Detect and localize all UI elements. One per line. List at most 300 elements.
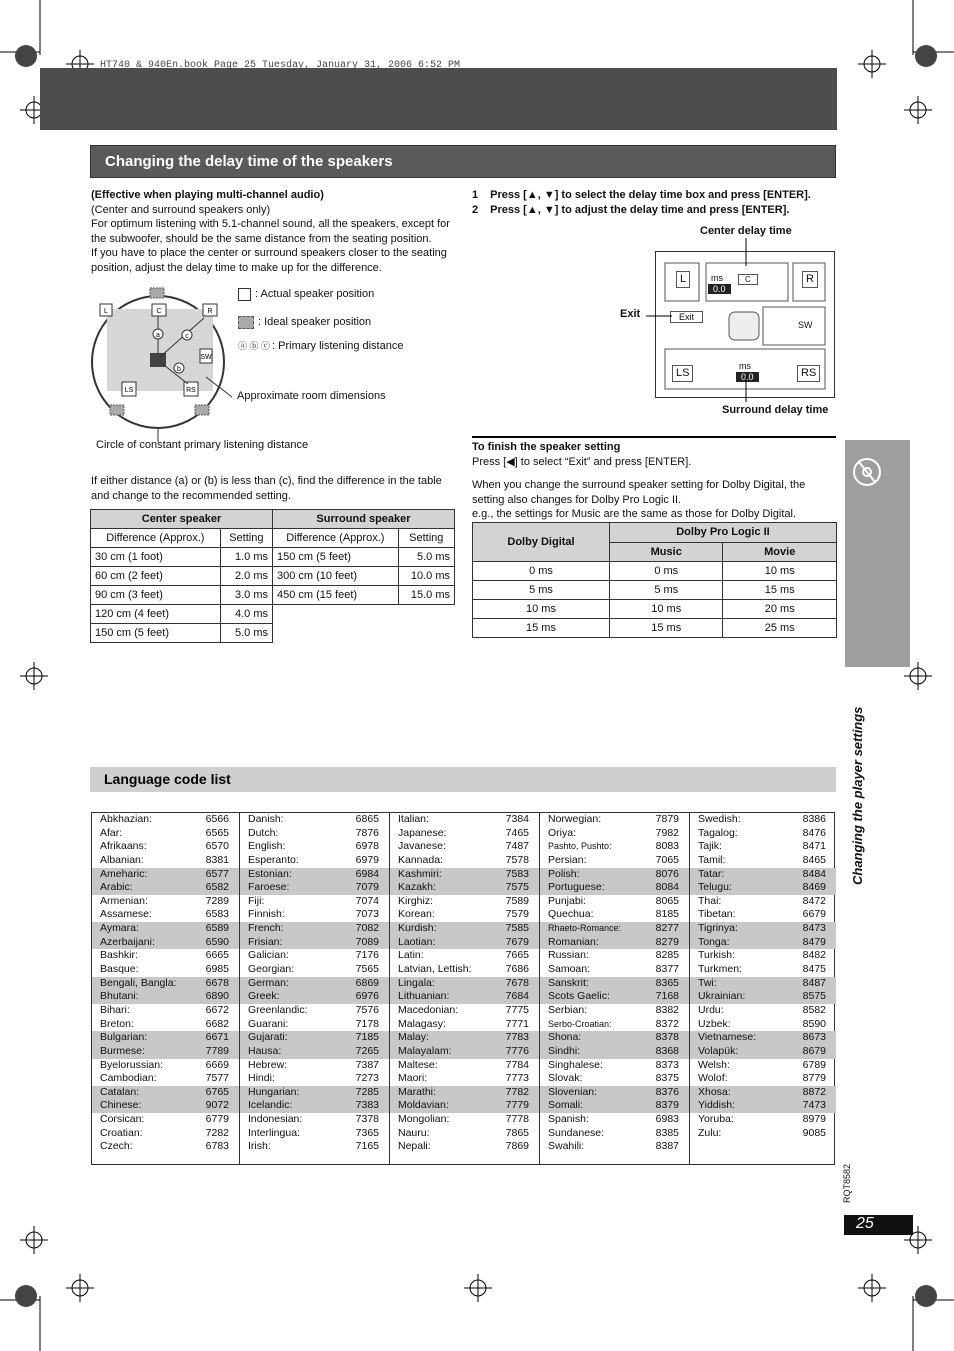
language-name: Sundanese: [548, 1126, 605, 1139]
cell: 10 ms [723, 562, 837, 581]
language-row [390, 949, 539, 963]
callout-lines [640, 236, 760, 406]
language-row [690, 1086, 836, 1100]
language-name: Hausa: [248, 1044, 282, 1057]
language-code: 8382 [655, 1003, 679, 1016]
surround-col-setting: Setting [398, 529, 454, 548]
legend-primary [238, 339, 403, 354]
cell: 5 ms [610, 581, 723, 600]
language-row [240, 895, 389, 909]
cell: 10 ms [610, 600, 723, 619]
language-name: Norwegian: [548, 813, 602, 825]
language-code: 6865 [355, 813, 379, 825]
language-row [540, 908, 689, 922]
language-row [540, 1099, 689, 1113]
language-name: Tajik: [698, 840, 722, 853]
language-code: 7079 [355, 881, 379, 894]
actual-speaker-icon [238, 288, 251, 301]
language-name: Marathi: [398, 1085, 436, 1098]
language-name: Bulgarian: [100, 1031, 148, 1044]
print-header: HT740 & 940En.book Page 25 Tuesday, January 31, 2006 6:52 PM [100, 60, 461, 71]
language-name: Malagasy: [398, 1017, 446, 1030]
language-name: Latvian, Lettish: [398, 963, 472, 976]
language-row [92, 908, 239, 922]
language-name: Urdu: [698, 1003, 724, 1016]
language-code: 7178 [355, 1017, 379, 1030]
language-code: 6678 [205, 976, 229, 989]
language-name: Esperanto: [248, 853, 299, 866]
language-name: Sanskrit: [548, 976, 589, 989]
language-name: Volapük: [698, 1044, 739, 1057]
language-name: Yiddish: [698, 1099, 735, 1112]
language-row [390, 1113, 539, 1127]
language-row [92, 895, 239, 909]
language-name: Greek: [248, 990, 280, 1003]
language-name: Aymara: [100, 922, 139, 935]
language-row [690, 977, 836, 991]
language-code: 7565 [355, 963, 379, 976]
language-name: Zulu: [698, 1126, 722, 1139]
language-code: 7585 [505, 922, 529, 935]
language-code: 8582 [802, 1003, 826, 1016]
language-row [390, 1140, 539, 1154]
language-code: 8387 [655, 1140, 679, 1153]
language-code: 6669 [205, 1058, 229, 1071]
language-name: Burmese: [100, 1044, 145, 1057]
language-code: 8472 [802, 894, 826, 907]
language-row [92, 936, 239, 950]
language-code: 8381 [205, 853, 229, 866]
language-row [690, 922, 836, 936]
language-row [690, 895, 836, 909]
cell: 5.0 ms [398, 548, 454, 567]
language-name: Guarani: [248, 1017, 289, 1030]
divider [472, 436, 836, 438]
language-code: 7779 [505, 1099, 529, 1112]
language-row [92, 1086, 239, 1100]
language-code: 6978 [355, 840, 379, 853]
language-code: 7869 [505, 1140, 529, 1153]
language-name: Nauru: [398, 1126, 430, 1139]
language-code: 6679 [802, 908, 826, 921]
language-row [540, 895, 689, 909]
language-code: 7775 [505, 1003, 529, 1016]
language-code: 6671 [205, 1031, 229, 1044]
step-text: Press [▲, ▼] to adjust the delay time and press [ENTER]. [490, 203, 790, 216]
language-name: Afrikaans: [100, 840, 147, 853]
surround-col-diff: Difference (Approx.) [273, 529, 399, 548]
language-code: 8476 [802, 826, 826, 839]
language-name: Mongolian: [398, 1113, 450, 1126]
center-col-setting: Setting [220, 529, 272, 548]
language-code: 7589 [505, 894, 529, 907]
intro-paragraph-1: For optimum listening with 5.1-channel sound, all the speakers, except for the subwoofer, should be the same distance from the seating position. [91, 218, 450, 245]
intro-paragraph-2: If you have to place the center or surround speakers closer to the seating position, adjust the delay time to make up for the difference. [91, 247, 447, 274]
language-name: German: [248, 976, 289, 989]
language-row [92, 949, 239, 963]
center-table-head: Center speaker [91, 510, 273, 529]
language-row [540, 854, 689, 868]
surround-delay-value[interactable]: 0.0 [736, 372, 759, 382]
cell: 120 cm (4 feet) [91, 605, 221, 624]
language-row [240, 1086, 389, 1100]
center-speaker-table [90, 509, 273, 643]
language-code: 7773 [505, 1072, 529, 1085]
language-name: Breton: [100, 1017, 134, 1030]
language-row [240, 977, 389, 991]
language-code: 6789 [802, 1058, 826, 1071]
language-code: 7678 [505, 976, 529, 989]
language-code: 8479 [802, 935, 826, 948]
language-code: 7387 [355, 1058, 379, 1071]
language-row [390, 827, 539, 841]
disc-icon [845, 448, 910, 498]
registration-mark-icon [858, 1274, 886, 1302]
language-name: Spanish: [548, 1113, 589, 1126]
movie-head: Movie [723, 542, 837, 562]
language-code: 6582 [205, 881, 229, 894]
table-row [473, 600, 837, 619]
language-name: Bhutani: [100, 990, 139, 1003]
cell: 10 ms [473, 600, 610, 619]
distance-label-a: a [156, 332, 160, 339]
cell: 1.0 ms [220, 548, 272, 567]
language-code: 7865 [505, 1126, 529, 1139]
language-row [690, 840, 836, 854]
language-name: Icelandic: [248, 1099, 293, 1112]
table-row [273, 548, 455, 567]
ui-speaker-l[interactable]: L [676, 271, 690, 288]
language-row [92, 1059, 239, 1073]
language-name: Moldavian: [398, 1099, 449, 1112]
cell: 60 cm (2 feet) [91, 567, 221, 586]
speaker-label-ls: LS [124, 387, 134, 394]
language-name: Japanese: [398, 826, 447, 839]
side-tab-label [846, 680, 872, 890]
language-code: 8083 [655, 840, 679, 853]
language-code: 7285 [355, 1085, 379, 1098]
prologic-head: Dolby Pro Logic II [610, 523, 837, 543]
language-code: 6983 [655, 1113, 679, 1126]
table-row [473, 581, 837, 600]
language-name: Czech: [100, 1140, 133, 1153]
center-delay-value[interactable]: 0.0 [708, 284, 731, 294]
language-name: Chinese: [100, 1099, 142, 1112]
language-name: Estonian: [248, 867, 292, 880]
language-code: 7778 [505, 1113, 529, 1126]
language-row [92, 1045, 239, 1059]
language-code: 7665 [505, 949, 529, 962]
language-name: Slovenian: [548, 1085, 598, 1098]
language-name: Tamil: [698, 853, 726, 866]
language-name: Xhosa: [698, 1085, 731, 1098]
cell: 90 cm (3 feet) [91, 586, 221, 605]
language-code: 6682 [205, 1017, 229, 1030]
music-head: Music [610, 542, 723, 562]
room-diagram [88, 282, 238, 442]
language-row [690, 1099, 836, 1113]
ui-ms-label-surround: ms [739, 361, 751, 371]
language-name: Tagalog: [698, 826, 738, 839]
language-code: 8279 [655, 935, 679, 948]
language-name: Shona: [548, 1031, 582, 1044]
step-2 [472, 203, 838, 218]
language-name: Kurdish: [398, 922, 437, 935]
section-title: Changing the delay time of the speakers [105, 153, 393, 170]
language-code: 7686 [505, 963, 529, 976]
doc-code-text: RQT8582 [842, 1163, 852, 1203]
circle-label: Circle of constant primary listening distance [96, 439, 309, 451]
language-code: 8979 [802, 1113, 826, 1126]
language-code: 7783 [505, 1031, 529, 1044]
language-code: 8285 [655, 949, 679, 962]
language-code: 8377 [655, 963, 679, 976]
language-code: 8385 [655, 1126, 679, 1139]
cell: 10.0 ms [398, 567, 454, 586]
language-name: Turkmen: [698, 963, 742, 976]
language-row [690, 949, 836, 963]
language-name: Abkhazian: [100, 813, 152, 825]
language-name: Greenlandic: [248, 1003, 308, 1016]
language-row [390, 813, 539, 827]
speaker-label-sw: SW [200, 354, 212, 361]
language-row [690, 1031, 836, 1045]
language-name: Indonesian: [248, 1113, 303, 1126]
language-code: 6976 [355, 990, 379, 1003]
language-code: 8373 [655, 1058, 679, 1071]
registration-mark-icon [20, 662, 48, 690]
language-column [690, 813, 836, 1164]
exit-button[interactable]: Exit [670, 311, 703, 323]
language-row [390, 977, 539, 991]
language-row [390, 963, 539, 977]
language-name: Maori: [398, 1072, 428, 1085]
language-code: 7465 [505, 826, 529, 839]
language-row [690, 1072, 836, 1086]
language-code: 8365 [655, 976, 679, 989]
language-row [540, 1072, 689, 1086]
language-code: 6665 [205, 949, 229, 962]
language-row [390, 868, 539, 882]
language-code: 7384 [505, 813, 529, 825]
language-row [540, 868, 689, 882]
language-row [540, 1045, 689, 1059]
language-name: Tibetan: [698, 908, 736, 921]
language-row [540, 949, 689, 963]
language-row [92, 1127, 239, 1141]
language-row [240, 1099, 389, 1113]
legend-primary-text: : Primary listening distance [272, 340, 404, 352]
language-row [240, 1113, 389, 1127]
language-name: Persian: [548, 853, 587, 866]
language-code: 7679 [505, 935, 529, 948]
language-name: Arabic: [100, 881, 133, 894]
steps [472, 188, 838, 217]
surround-speaker-table [272, 509, 455, 605]
dolby-digital-head: Dolby Digital [473, 523, 610, 562]
language-code: 7168 [655, 990, 679, 1003]
language-name: Thai: [698, 894, 722, 907]
registration-mark-icon [464, 1274, 492, 1302]
language-code: 8379 [655, 1099, 679, 1112]
language-name: Romanian: [548, 935, 599, 948]
language-row [540, 922, 689, 936]
language-code: 8590 [802, 1017, 826, 1030]
language-row [92, 977, 239, 991]
finish-text: Press [◀] to select “Exit” and press [ENTER]. [472, 455, 692, 468]
language-name: Somali: [548, 1099, 584, 1112]
language-name: Hindi: [248, 1072, 275, 1085]
table-row [473, 619, 837, 638]
language-name: French: [248, 922, 284, 935]
language-name: Samoan: [548, 963, 591, 976]
surround-table-head: Surround speaker [273, 510, 455, 529]
language-code: 7289 [205, 894, 229, 907]
language-row [540, 1018, 689, 1032]
language-row [390, 936, 539, 950]
language-code: 7771 [505, 1017, 529, 1030]
language-column [240, 813, 390, 1164]
language-row [540, 977, 689, 991]
center-col-diff: Difference (Approx.) [91, 529, 221, 548]
language-name: Armenian: [100, 894, 148, 907]
cell: 150 cm (5 feet) [273, 548, 399, 567]
language-name: Yoruba: [698, 1113, 734, 1126]
language-name: Uzbek: [698, 1017, 731, 1030]
registration-mark-icon [66, 1274, 94, 1302]
language-code: 6779 [205, 1113, 229, 1126]
finish-block [472, 440, 838, 522]
dolby-note-1: When you change the surround speaker setting for Dolby Digital, the setting also changes for Dolby Pro Logic II. [472, 479, 806, 506]
language-name: Lingala: [398, 976, 435, 989]
language-name: Byelorussian: [100, 1058, 164, 1071]
language-name: Polish: [548, 867, 580, 880]
table-row [91, 548, 273, 567]
language-code: 6566 [205, 813, 229, 825]
language-row [690, 813, 836, 827]
page-number: 25 [856, 1215, 874, 1232]
language-name: Ukrainian: [698, 990, 746, 1003]
language-name: Serbo-Croatian: [548, 1018, 612, 1029]
language-row [390, 881, 539, 895]
language-row [92, 854, 239, 868]
language-row [540, 963, 689, 977]
language-code: 7583 [505, 867, 529, 880]
language-code: 6589 [205, 922, 229, 935]
language-row [540, 1004, 689, 1018]
language-row [540, 1059, 689, 1073]
center-delay-label: Center delay time [700, 225, 792, 237]
language-name: Dutch: [248, 826, 279, 839]
ui-speaker-ls: LS [672, 365, 693, 382]
abc-circles-icon: ⓐ ⓑ ⓒ [238, 341, 271, 351]
language-code: 7789 [205, 1044, 229, 1057]
doc-code [838, 1165, 858, 1205]
language-name: Kashmiri: [398, 867, 442, 880]
language-row [390, 990, 539, 1004]
speaker-label-l: L [104, 308, 108, 315]
language-code: 7579 [505, 908, 529, 921]
registration-mark-icon [858, 50, 886, 78]
cell: 30 cm (1 foot) [91, 548, 221, 567]
language-name: Galician: [248, 949, 289, 962]
language-name: Oriya: [548, 826, 577, 839]
legend-actual [238, 287, 374, 302]
language-row [390, 895, 539, 909]
language-row [390, 1086, 539, 1100]
language-row [390, 1045, 539, 1059]
cell: 150 cm (5 feet) [91, 624, 221, 643]
language-code: 6590 [205, 935, 229, 948]
language-code: 8487 [802, 976, 826, 989]
language-row [690, 1059, 836, 1073]
cell: 450 cm (15 feet) [273, 586, 399, 605]
language-code: 7273 [355, 1072, 379, 1085]
language-name: Twi: [698, 976, 717, 989]
side-tab [845, 440, 910, 667]
language-name: Punjabi: [548, 894, 586, 907]
language-row [540, 827, 689, 841]
exit-callout-label: Exit [620, 308, 641, 320]
language-row [92, 840, 239, 854]
language-code: 7577 [205, 1072, 229, 1085]
legend-actual-text: : Actual speaker position [255, 288, 375, 300]
cell: 25 ms [723, 619, 837, 638]
language-row [540, 840, 689, 854]
table-row [91, 567, 273, 586]
cell: 0 ms [610, 562, 723, 581]
language-name: Azerbaijani: [100, 935, 155, 948]
language-name: Frisian: [248, 935, 283, 948]
language-code: 6890 [205, 990, 229, 1003]
language-row [92, 1031, 239, 1045]
language-name: Croatian: [100, 1126, 143, 1139]
language-code: 8372 [655, 1017, 679, 1030]
step-text: Press [▲, ▼] to select the delay time box and press [ENTER]. [490, 189, 811, 201]
language-name: Georgian: [248, 963, 295, 976]
language-name: Slovak: [548, 1072, 583, 1085]
language-name: Corsican: [100, 1113, 145, 1126]
language-row [92, 1099, 239, 1113]
language-name: Serbian: [548, 1003, 588, 1016]
language-name: Catalan: [100, 1085, 140, 1098]
language-row [240, 1072, 389, 1086]
legend-ideal-text: : Ideal speaker position [258, 316, 372, 328]
language-name: Swahili: [548, 1140, 585, 1153]
language-code: 7165 [355, 1140, 379, 1153]
language-name: Swedish: [698, 813, 741, 825]
language-code: 8277 [655, 922, 679, 935]
distance-label-c: c [185, 333, 189, 340]
language-code: 6783 [205, 1140, 229, 1153]
language-code: 8779 [802, 1072, 826, 1085]
cell: 2.0 ms [220, 567, 272, 586]
language-code: 6979 [355, 853, 379, 866]
language-code: 8065 [655, 894, 679, 907]
language-name: Fiji: [248, 894, 265, 907]
language-code: 8386 [802, 813, 826, 825]
table-row [273, 567, 455, 586]
language-row [390, 1059, 539, 1073]
cell: 15.0 ms [398, 586, 454, 605]
language-row [240, 881, 389, 895]
language-code: 8473 [802, 922, 826, 935]
language-row [92, 813, 239, 827]
language-name: Faroese: [248, 881, 290, 894]
language-row [390, 1018, 539, 1032]
language-row [690, 854, 836, 868]
room-dimensions-label: Approximate room dimensions [237, 390, 386, 402]
